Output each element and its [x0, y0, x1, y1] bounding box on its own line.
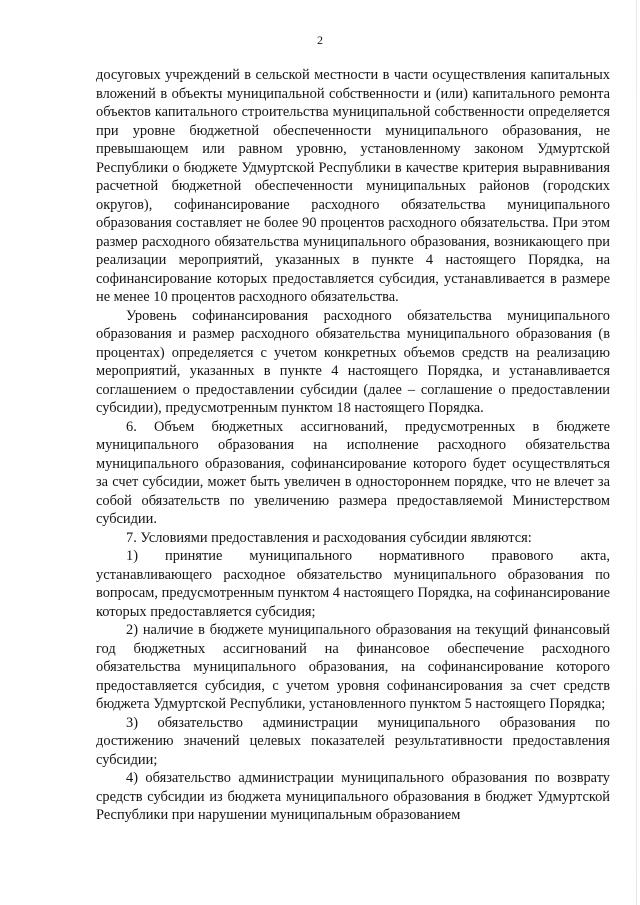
paragraph-cofinancing-level: Уровень софинансирования расходного обязательства муниципального образования и размер расходного обязательства муниципального образования (в процентах) определяется с учетом конкретных объемов средств на реализацию мероприятий, указанных в пункте 4 настоящего Порядка, и устанавливается соглашением о предоставлении субсидии (далее – соглашение о предоставлении субсидии), предусмотренным пунктом 18 настоящего Порядка.	[96, 307, 610, 416]
paragraph-subitem-1: 1) принятие муниципального нормативного правового акта, устанавливающего расходное обязательство муниципального образования по вопросам, предусмотренным пунктом 4 настоящего Порядка, на софинансирование которых предоставляется субсидия;	[96, 548, 610, 620]
paragraph-item-6: 6. Объем бюджетных ассигнований, предусмотренных в бюджете муниципального образования на исполнение расходного обязательства муниципального образования, софинансирование которого будет осуществляться за счет субсидии, может быть увеличен в одностороннем порядке, что не влечет за собой обязательств по увеличению размера предоставляемой Министерством субсидии.	[96, 418, 610, 527]
page-number: 2	[317, 33, 323, 47]
paragraph-subitem-2: 2) наличие в бюджете муниципального образования на текущий финансовый год бюджетных ассигнований на финансовое обеспечение расходного обязательства муниципального образования, на софинансирование которого предоставляется субсидия, с учетом уровня софинансирования за счет средств бюджета Удмуртской Республики, установленного пунктом 5 настоящего Порядка;	[96, 622, 610, 712]
paragraph-subitem-4: 4) обязательство администрации муниципального образования по возврату средств субсидии из бюджета муниципального образования в бюджет Удмуртской Республики при нарушении муниципальным образованием	[96, 770, 610, 823]
paragraph-continuation: досуговых учреждений в сельской местности в части осуществления капитальных вложений в объекты муниципальной собственности и (или) капитального ремонта объектов капитального строительства муниципальной собственности определяется при уровне бюджетной обеспеченности муниципального образования, не превышающем или равном уровню, установленному законом Удмуртской Республики о бюджете Удмуртской Республики в качестве критерия выравнивания расчетной бюджетной обеспеченности муниципальных районов (городских округов), софинансирование расходного обязательства муниципального образования составляет не более 90 процентов расходного обязательства. При этом размер расходного обязательства муниципального образования, возникающего при реализации мероприятий, указанных в пункте 4 настоящего Порядка, на софинансирование которых предоставляется субсидия, устанавливается в размере не менее 10 процентов расходного обязательства.	[96, 67, 610, 305]
paragraph-subitem-3: 3) обязательство администрации муниципального образования по достижению значений целевых показателей результативности предоставления субсидии;	[96, 714, 610, 768]
paragraph-item-7: 7. Условиями предоставления и расходования субсидии являются:	[126, 529, 532, 546]
document-body	[96, 66, 610, 825]
scan-edge-line	[636, 0, 637, 905]
